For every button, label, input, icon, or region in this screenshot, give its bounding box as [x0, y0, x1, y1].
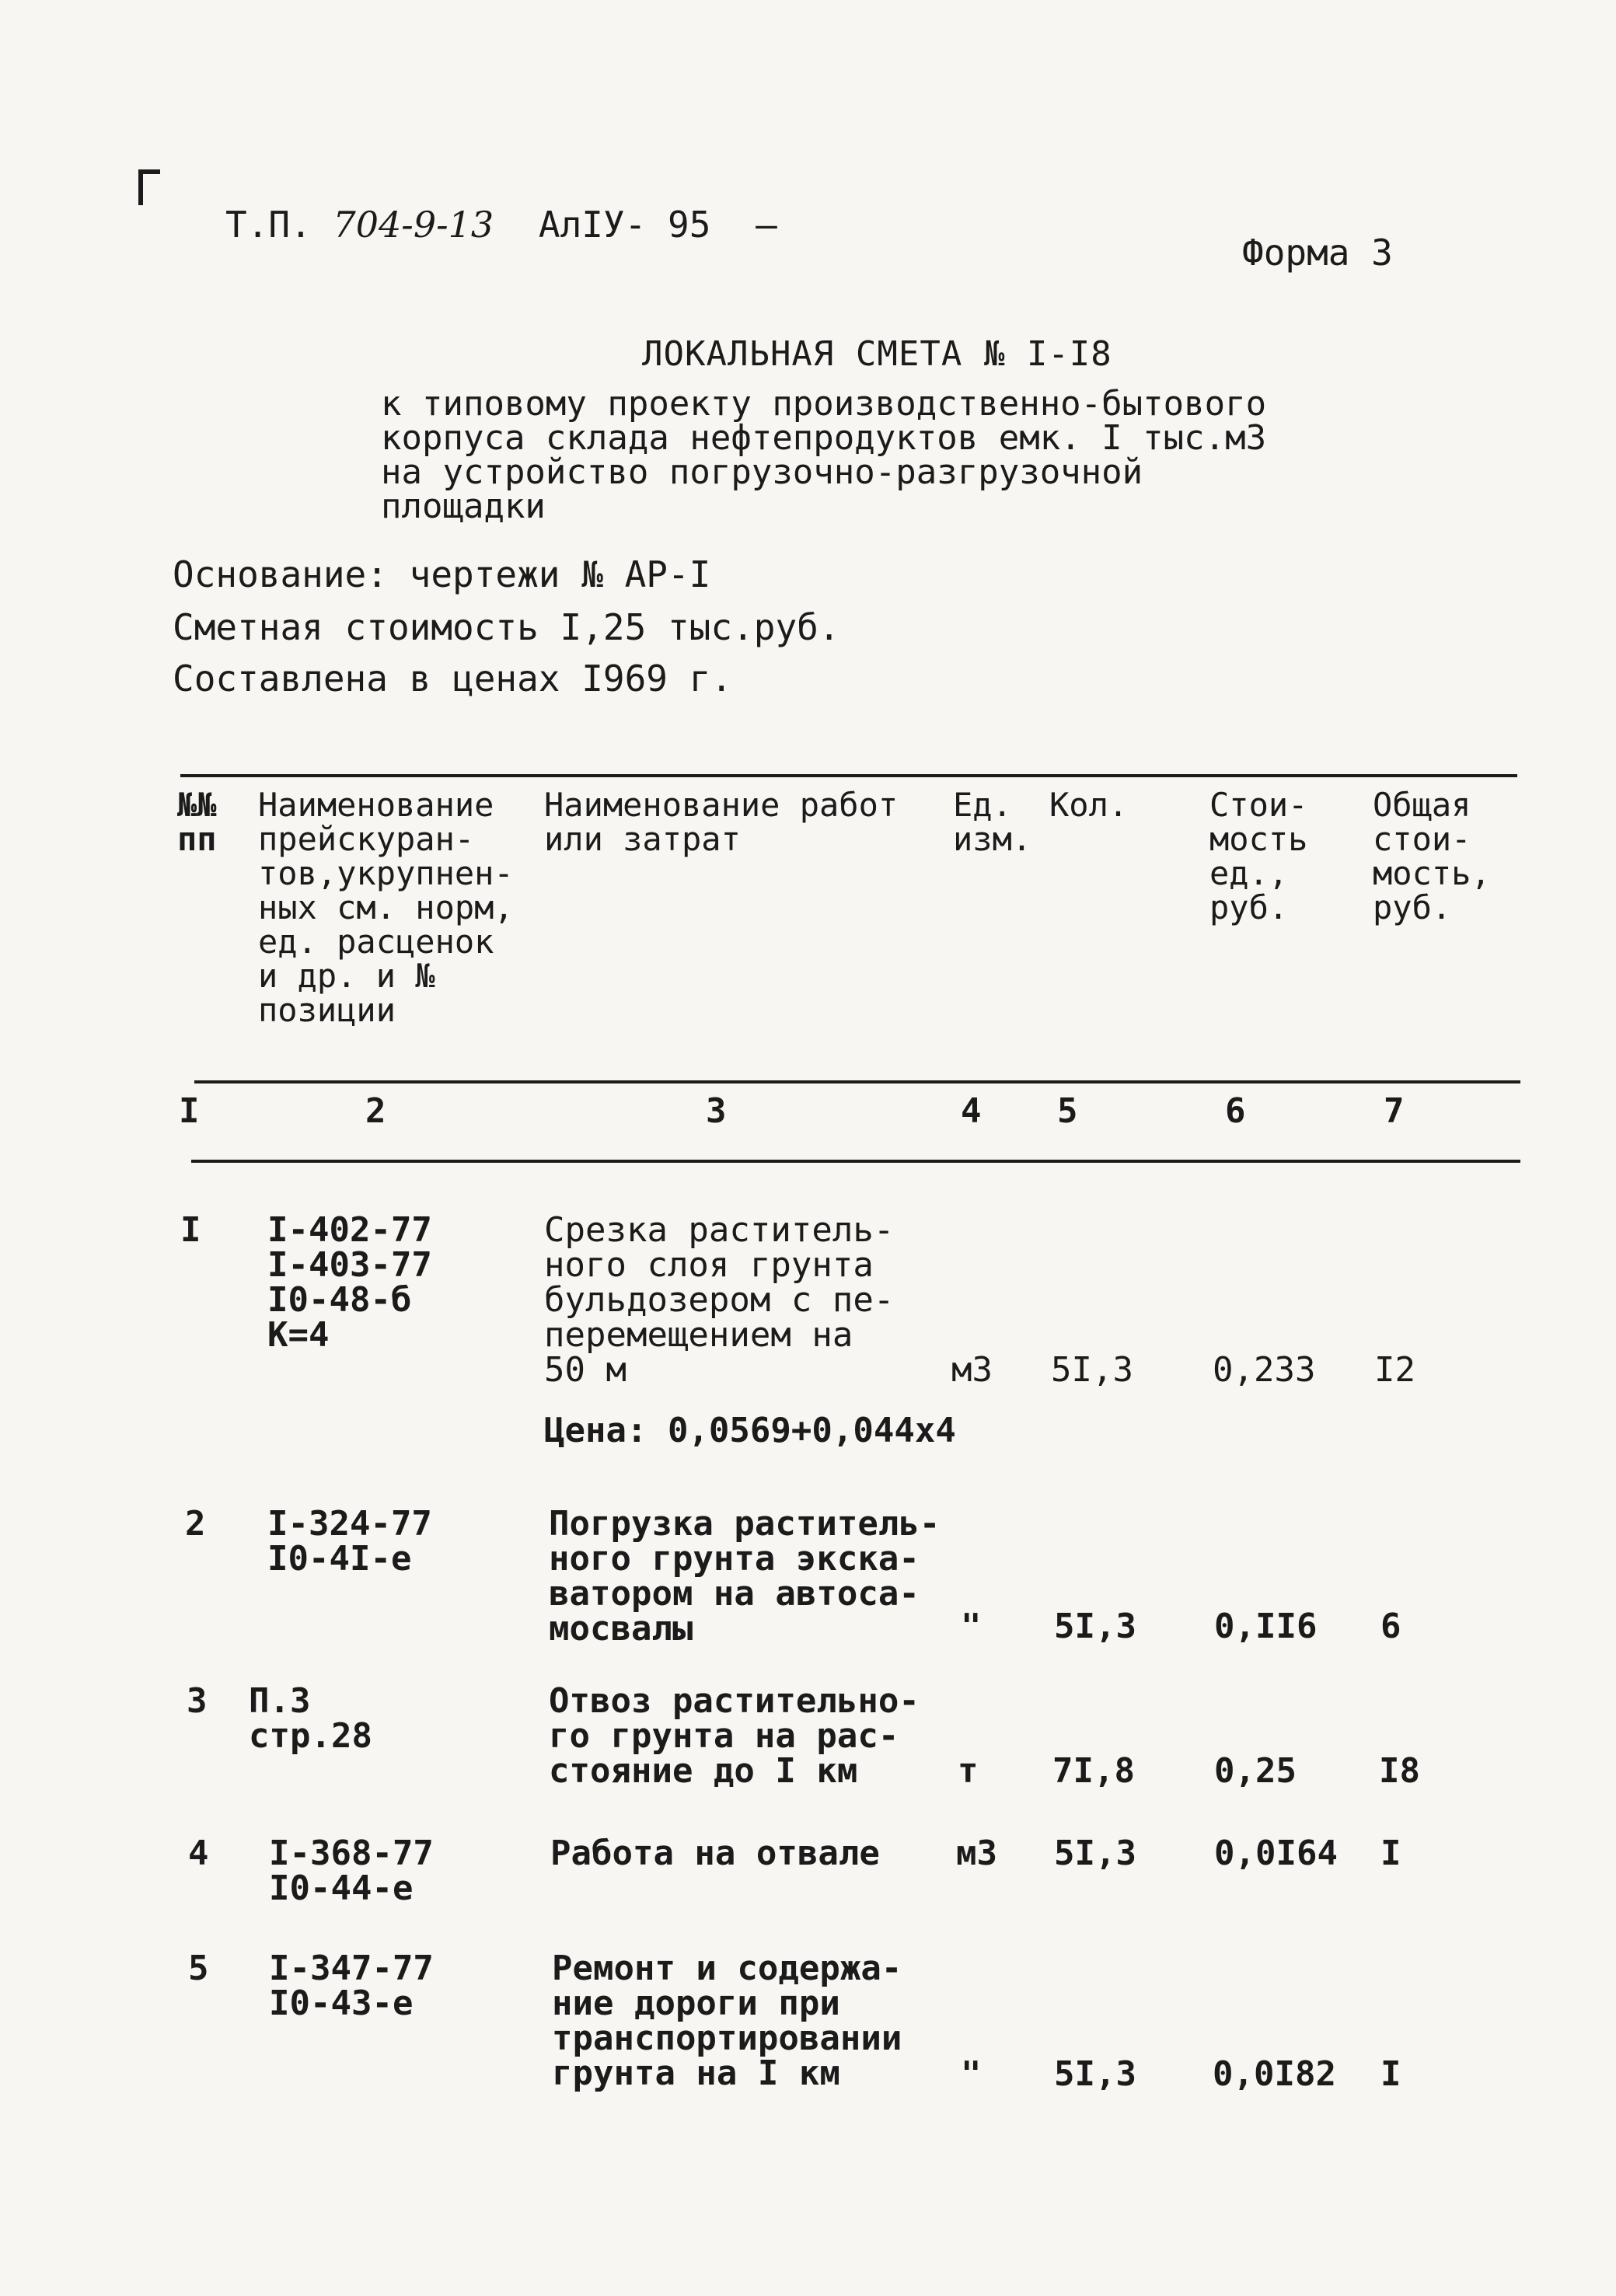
column-number: 4 [961, 1091, 982, 1131]
subtitle-line: площадки [381, 487, 546, 526]
header-col-unit [953, 788, 1031, 857]
header-text: руб. [1373, 888, 1452, 926]
row-unit: " [961, 2054, 982, 2094]
header-col-price-list [258, 788, 514, 1028]
header-text: и др. и № [258, 957, 435, 995]
header-col-unit-cost [1209, 788, 1307, 925]
album-label: АлIУ- 95 [538, 204, 711, 246]
row-total-cost: 6 [1380, 1607, 1401, 1646]
header-col-quantity [1049, 788, 1128, 822]
row-number: 5 [188, 1949, 209, 1988]
row-unit-cost: 0,0I82 [1213, 2054, 1336, 2094]
work-line: ного слоя грунта [544, 1245, 874, 1285]
work-line: грунта на I км [552, 2053, 840, 2093]
table-top-rule [180, 774, 1517, 777]
column-number: 3 [706, 1091, 727, 1131]
row-unit-cost: 0,0I64 [1214, 1834, 1338, 1873]
subtitle-line: к типовому проекту производственно-бытового [381, 384, 1267, 424]
column-number: I [179, 1091, 200, 1131]
row-codes [249, 1681, 372, 1756]
header-text: прейскуран- [258, 820, 475, 858]
project-header [225, 204, 777, 246]
row-codes [269, 1951, 434, 2021]
work-line: ние дороги при [552, 1984, 840, 2023]
row-unit-cost: 0,233 [1213, 1350, 1316, 1390]
work-line: 50 м [544, 1350, 627, 1390]
row-unit: " [961, 1607, 982, 1646]
row-total-cost: I [1380, 2054, 1401, 2094]
column-number: 7 [1384, 1091, 1405, 1131]
row-number: 2 [185, 1504, 206, 1544]
header-col-works [544, 788, 898, 857]
header-col-number [177, 788, 217, 857]
header-text: стои- [1373, 820, 1471, 858]
code-line: К=4 [267, 1315, 330, 1355]
header-text: тов,укрупнен- [258, 854, 514, 892]
row-quantity: 5I,3 [1054, 1607, 1136, 1646]
row-quantity: 5I,3 [1051, 1350, 1133, 1390]
header-text: ед., [1209, 854, 1289, 892]
table-numbers-rule [191, 1160, 1520, 1163]
row-quantity: 5I,3 [1054, 1834, 1136, 1873]
header-text: Наименование [258, 786, 494, 824]
work-line: бульдозером с пе- [544, 1280, 895, 1320]
form-label: Форма 3 [1242, 232, 1393, 274]
row-unit-cost: 0,II6 [1214, 1607, 1318, 1646]
work-line: Работа на отвале [550, 1834, 880, 1873]
row-price-note: Цена: 0,0569+0,044х4 [544, 1411, 956, 1450]
code-line: I0-4I-е [267, 1539, 412, 1579]
row-quantity: 7I,8 [1052, 1751, 1135, 1791]
header-text: пп [177, 820, 217, 858]
code-line: I-347-77 [269, 1949, 434, 1988]
document-subtitle [381, 384, 1267, 526]
work-line: транспортировании [552, 2019, 902, 2058]
work-line: го грунта на рас- [549, 1716, 899, 1756]
prices-line: Составлена в ценах I969 г. [173, 658, 733, 700]
code-line: I0-43-е [269, 1984, 414, 2023]
row-number: I [180, 1210, 201, 1250]
row-number: 4 [188, 1834, 209, 1873]
work-line: перемещением на [544, 1315, 853, 1355]
header-col-total-cost [1373, 788, 1491, 925]
row-unit: м3 [951, 1350, 993, 1390]
work-line: ного грунта экска- [549, 1539, 920, 1579]
code-line: I-402-77 [267, 1210, 432, 1250]
row-unit: м3 [956, 1834, 997, 1873]
subtitle-line: корпуса склада нефтепродуктов емк. I тыс.м3 [381, 418, 1267, 458]
row-work [552, 1951, 902, 2091]
work-line: ватором на автоса- [549, 1574, 920, 1614]
row-unit: т [958, 1751, 979, 1791]
row-work [550, 1836, 880, 1871]
row-codes [269, 1836, 434, 1906]
work-line: Отвоз растительно- [549, 1681, 920, 1721]
work-line: стояние до I км [549, 1751, 858, 1791]
row-codes [267, 1504, 432, 1579]
header-text: мость [1209, 820, 1308, 858]
table-header-rule [194, 1080, 1520, 1083]
column-number: 5 [1057, 1091, 1078, 1131]
header-text: Ед. [953, 786, 1012, 824]
row-total-cost: I2 [1374, 1350, 1415, 1390]
column-number: 6 [1225, 1091, 1246, 1131]
row-work [549, 1681, 920, 1791]
code-line: П.3 [249, 1681, 311, 1721]
project-prefix: Т.П. [225, 204, 312, 246]
work-line: Погрузка раститель- [549, 1504, 941, 1544]
work-line: мосвалы [549, 1609, 693, 1649]
subtitle-line: на устройство погрузочно-разгрузочной [381, 452, 1143, 492]
row-quantity: 5I,3 [1054, 2054, 1136, 2094]
code-line: I-324-77 [267, 1504, 432, 1544]
row-unit-cost: 0,25 [1214, 1751, 1297, 1791]
header-text: позиции [258, 991, 396, 1029]
header-text: Общая [1373, 786, 1471, 824]
work-line: Ремонт и содержа- [552, 1949, 902, 1988]
row-codes [267, 1210, 432, 1355]
document-title: ЛОКАЛЬНАЯ СМЕТА № I-I8 [642, 334, 1112, 374]
column-number: 2 [365, 1091, 386, 1131]
header-text: или затрат [544, 820, 741, 858]
header-text: руб. [1209, 888, 1289, 926]
row-total-cost: I8 [1379, 1751, 1420, 1791]
row-number: 3 [187, 1681, 208, 1721]
code-line: I0-48-б [267, 1280, 412, 1320]
code-line: I-368-77 [269, 1834, 434, 1873]
header-dash: — [756, 204, 777, 246]
row-work [544, 1210, 895, 1390]
header-text: мость, [1373, 854, 1491, 892]
header-text: изм. [953, 820, 1032, 858]
corner-mark [138, 169, 160, 205]
row-work [549, 1504, 941, 1649]
header-text: Стои- [1209, 786, 1308, 824]
work-line: Срезка раститель- [544, 1210, 895, 1250]
cost-line: Сметная стоимость I,25 тыс.руб. [173, 606, 840, 648]
header-text: Наименование работ [544, 786, 899, 824]
header-text: ных см. норм, [258, 888, 514, 926]
header-text: ед. расценок [258, 923, 494, 961]
code-line: стр.28 [249, 1716, 372, 1756]
code-line: I0-44-е [269, 1869, 414, 1908]
code-line: I-403-77 [267, 1245, 432, 1285]
row-total-cost: I [1380, 1834, 1401, 1873]
basis-line: Основание: чертежи № АР-I [173, 553, 711, 595]
project-number: 704-9-13 [333, 204, 494, 246]
header-text: Кол. [1049, 786, 1129, 824]
header-text: №№ [177, 786, 217, 824]
